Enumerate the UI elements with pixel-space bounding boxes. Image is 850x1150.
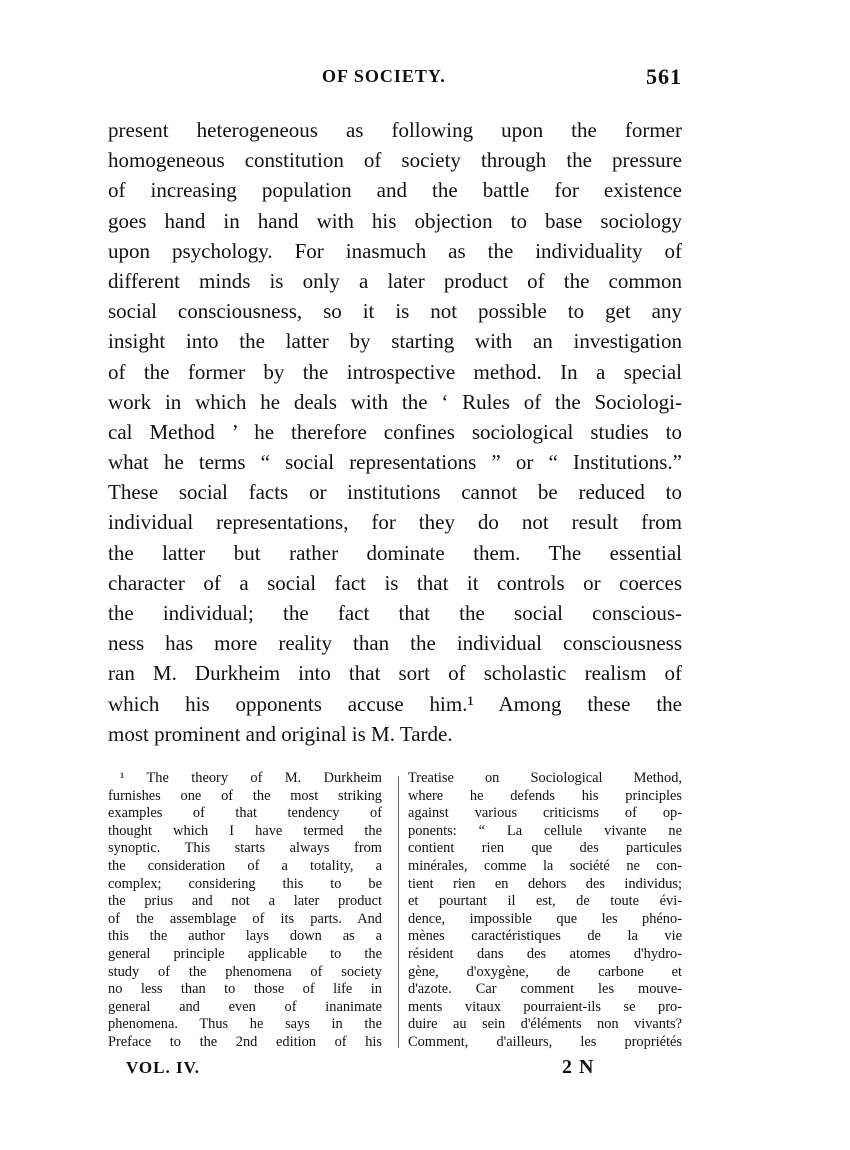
- footnote-right-column: [408, 770, 682, 1052]
- volume-signature: VOL. IV.: [126, 1058, 200, 1077]
- body-line: These social facts or institutions cannot be reduced to: [108, 480, 682, 505]
- footnote-line: examples of that tendency of: [108, 805, 382, 822]
- footnote-line: gène, d'oxygène, de carbone et: [408, 963, 682, 980]
- body-line: different minds is only a later product of the common: [108, 268, 682, 293]
- footnote-line: complex; considering this to be: [108, 875, 382, 892]
- body-line: cal Method ’ he therefore confines sociological studies to: [108, 419, 682, 444]
- footnote-line: d'azote. Car comment les mouve-: [408, 981, 682, 998]
- footnote-line: Treatise on Sociological Method,: [408, 770, 682, 786]
- footnote-line: Comment, d'ailleurs, les propriétés: [408, 1033, 682, 1050]
- footnote-line: general and even of inanimate: [108, 998, 382, 1015]
- body-line: individual representations, for they do not result from: [108, 510, 682, 535]
- footnote-line: tient rien en dehors des individus;: [408, 875, 682, 892]
- footnote-line: dence, impossible que les phéno-: [408, 910, 682, 927]
- footnote-line: no less than to those of life in: [108, 981, 382, 998]
- footnote-line: Preface to the 2nd edition of his: [108, 1033, 382, 1050]
- footnote-line: furnishes one of the most striking: [108, 787, 382, 804]
- footnote-line: minérales, comme la société ne con-: [408, 857, 682, 874]
- body-line: the latter but rather dominate them. The essential: [108, 540, 682, 565]
- footnote-left-column: [108, 770, 382, 1052]
- footnote-line: this the author lays down as a: [108, 928, 382, 945]
- body-line: ness has more reality than the individual consciousness: [108, 631, 682, 656]
- footnote-line: study of the phenomena of society: [108, 963, 382, 980]
- body-line: homogeneous constitution of society through the pressure: [108, 148, 682, 173]
- body-line: goes hand in hand with his objection to base sociology: [108, 208, 682, 233]
- body-line: social consciousness, so it is not possible to get any: [108, 299, 682, 324]
- body-line: what he terms “ social representations ” or “ Institutions.”: [108, 450, 682, 475]
- footnote-line: ponents: “ La cellule vivante ne: [408, 822, 682, 839]
- footnote-line: résident dans des atomes d'hydro-: [408, 945, 682, 962]
- body-line: present heterogeneous as following upon the former: [108, 118, 682, 142]
- footnote-line: of the assemblage of its parts. And: [108, 910, 382, 927]
- footnote-line: mènes caractéristiques de la vie: [408, 928, 682, 945]
- footnote-line: phenomena. Thus he says in the: [108, 1016, 382, 1033]
- body-line: which his opponents accuse him.¹ Among these the: [108, 691, 682, 716]
- footnote-line: the consideration of a totality, a: [108, 857, 382, 874]
- footnote-line: ments vitaux pourraient-ils se pro-: [408, 998, 682, 1015]
- footnote-column-divider: [398, 776, 399, 1048]
- body-text: [108, 115, 682, 749]
- signature-mark: 2 N: [562, 1056, 595, 1078]
- body-line: of increasing population and the battle for existence: [108, 178, 682, 203]
- footnote-line: ¹ The theory of M. Durkheim: [120, 770, 382, 786]
- body-line: work in which he deals with the ‘ Rules of the Sociologi-: [108, 389, 682, 414]
- running-head: OF SOCIETY.: [322, 66, 446, 86]
- page-header: [108, 64, 682, 100]
- body-line: of the former by the introspective method. In a special: [108, 359, 682, 384]
- body-line: insight into the latter by starting with an investigation: [108, 329, 682, 354]
- footnote-line: thought which I have termed the: [108, 822, 382, 839]
- body-line: upon psychology. For inasmuch as the individuality of: [108, 238, 682, 263]
- footnote-line: general principle applicable to the: [108, 945, 382, 962]
- footnote-line: the prius and not a later product: [108, 893, 382, 910]
- body-line: most prominent and original is M. Tarde.: [108, 721, 453, 746]
- footnote-line: et pourtant il est, de toute évi-: [408, 893, 682, 910]
- body-line: character of a social fact is that it controls or coerces: [108, 570, 682, 595]
- footnote-line: where he defends his principles: [408, 787, 682, 804]
- footnote-line: against various criticisms of op-: [408, 805, 682, 822]
- footnote-line: synoptic. This starts always from: [108, 840, 382, 857]
- page-number: 561: [646, 64, 682, 89]
- footnote-line: contient rien que des particules: [408, 840, 682, 857]
- body-line: the individual; the fact that the social conscious-: [108, 601, 682, 625]
- footnote-line: duire au sein d'éléments non vivants?: [408, 1016, 682, 1033]
- body-line: ran M. Durkheim into that sort of scholastic realism of: [108, 661, 682, 686]
